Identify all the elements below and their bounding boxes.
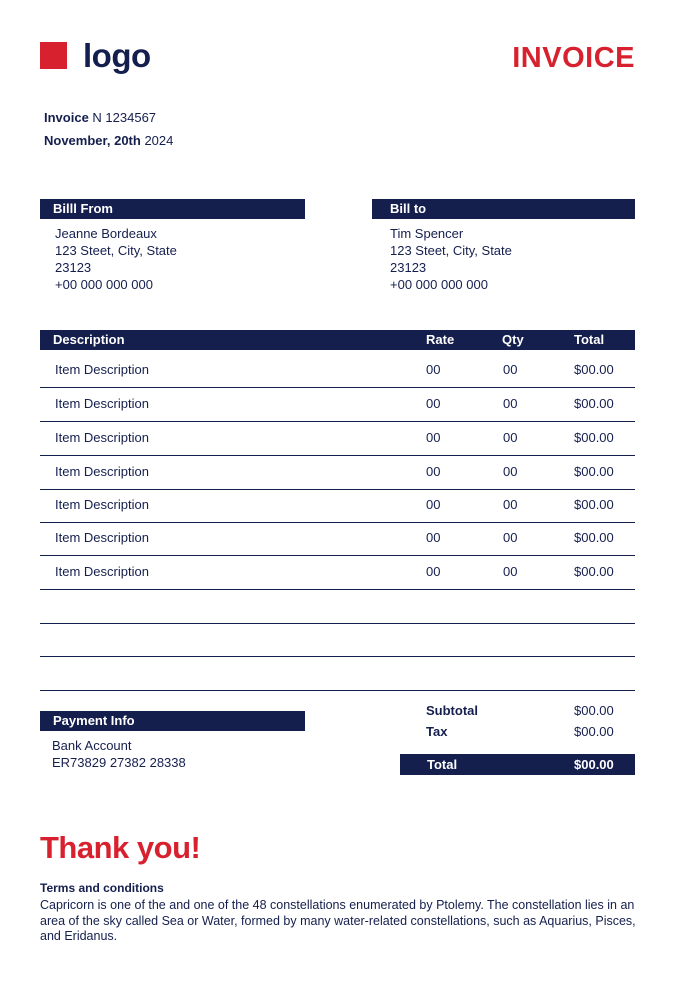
bill-from-phone: +00 000 000 000 — [55, 277, 153, 292]
header-rate: Rate — [426, 332, 455, 347]
grand-total-band — [400, 754, 635, 775]
bill-from-street: 123 Steet, City, State — [55, 243, 177, 258]
invoice-title: INVOICE — [512, 42, 635, 74]
row-qty: 00 — [503, 564, 518, 579]
table-row — [40, 488, 635, 523]
bill-from-address — [55, 225, 177, 293]
header-qty: Qty — [502, 332, 524, 347]
invoice-date-line — [44, 132, 173, 150]
row-description: Item Description — [55, 362, 149, 377]
table-row — [40, 656, 635, 691]
bill-to-street: 123 Steet, City, State — [390, 243, 512, 258]
invoice-date-year: 2024 — [144, 133, 174, 148]
row-rate: 00 — [426, 464, 441, 479]
row-qty: 00 — [503, 497, 518, 512]
row-description: Item Description — [55, 497, 149, 512]
table-row — [40, 387, 635, 422]
table-row — [40, 622, 635, 657]
subtotal-value: $00.00 — [574, 703, 614, 718]
bill-to-zip: 23123 — [390, 260, 427, 275]
row-total: $00.00 — [574, 497, 614, 512]
bill-from-name: Jeanne Bordeaux — [55, 226, 157, 241]
row-qty: 00 — [503, 430, 518, 445]
row-total: $00.00 — [574, 464, 614, 479]
row-description: Item Description — [55, 464, 149, 479]
items-table-header — [40, 330, 635, 350]
row-description: Item Description — [55, 564, 149, 579]
row-total: $00.00 — [574, 396, 614, 411]
payment-bank-label: Bank Account — [52, 738, 132, 753]
row-rate: 00 — [426, 362, 441, 377]
invoice-number-label: Invoice — [44, 110, 89, 125]
invoice-date-bold: November, 20th — [44, 133, 141, 148]
payment-info-heading: Payment Info — [40, 711, 305, 731]
bill-to-address — [390, 225, 512, 293]
row-description: Item Description — [55, 396, 149, 411]
tax-label: Tax — [426, 724, 448, 739]
row-description: Item Description — [55, 430, 149, 445]
row-total: $00.00 — [574, 430, 614, 445]
bill-to-name: Tim Spencer — [390, 226, 464, 241]
bill-to-heading: Bill to — [372, 199, 635, 219]
bill-to-phone: +00 000 000 000 — [390, 277, 488, 292]
invoice-number-line — [44, 109, 156, 127]
invoice-number-value: N 1234567 — [92, 110, 157, 125]
row-total: $00.00 — [574, 530, 614, 545]
logo-square-icon — [40, 42, 67, 69]
table-row — [40, 353, 635, 388]
row-total: $00.00 — [574, 362, 614, 377]
payment-details — [52, 737, 186, 771]
terms-title: Terms and conditions — [40, 881, 164, 895]
row-rate: 00 — [426, 396, 441, 411]
subtotal-label: Subtotal — [426, 703, 478, 718]
tax-value: $00.00 — [574, 724, 614, 739]
table-row — [40, 421, 635, 456]
terms-text: Capricorn is one of the and one of the 48 constellations enumerated by Ptolemy. The constellation lies in an area of the sky called Sea or Water, formed by many water-related constellations, such as Aquarius, Pisces, and Eridanus. — [40, 898, 636, 943]
table-row — [40, 521, 635, 556]
grand-total-value: $00.00 — [574, 757, 614, 772]
payment-account-number: ER73829 27382 28338 — [52, 755, 186, 770]
grand-total-label: Total — [427, 757, 458, 772]
bill-from-zip: 23123 — [55, 260, 92, 275]
header-total: Total — [574, 332, 605, 347]
table-row — [40, 589, 635, 624]
thank-you-heading: Thank you! — [40, 830, 201, 865]
row-rate: 00 — [426, 530, 441, 545]
row-rate: 00 — [426, 564, 441, 579]
table-row — [40, 455, 635, 490]
row-qty: 00 — [503, 464, 518, 479]
row-description: Item Description — [55, 530, 149, 545]
row-qty: 00 — [503, 362, 518, 377]
row-total: $00.00 — [574, 564, 614, 579]
logo-text: logo — [83, 37, 151, 74]
row-rate: 00 — [426, 430, 441, 445]
header-description: Description — [53, 332, 125, 347]
table-row — [40, 555, 635, 590]
row-qty: 00 — [503, 530, 518, 545]
bill-from-heading: Billl From — [40, 199, 305, 219]
row-qty: 00 — [503, 396, 518, 411]
row-rate: 00 — [426, 497, 441, 512]
